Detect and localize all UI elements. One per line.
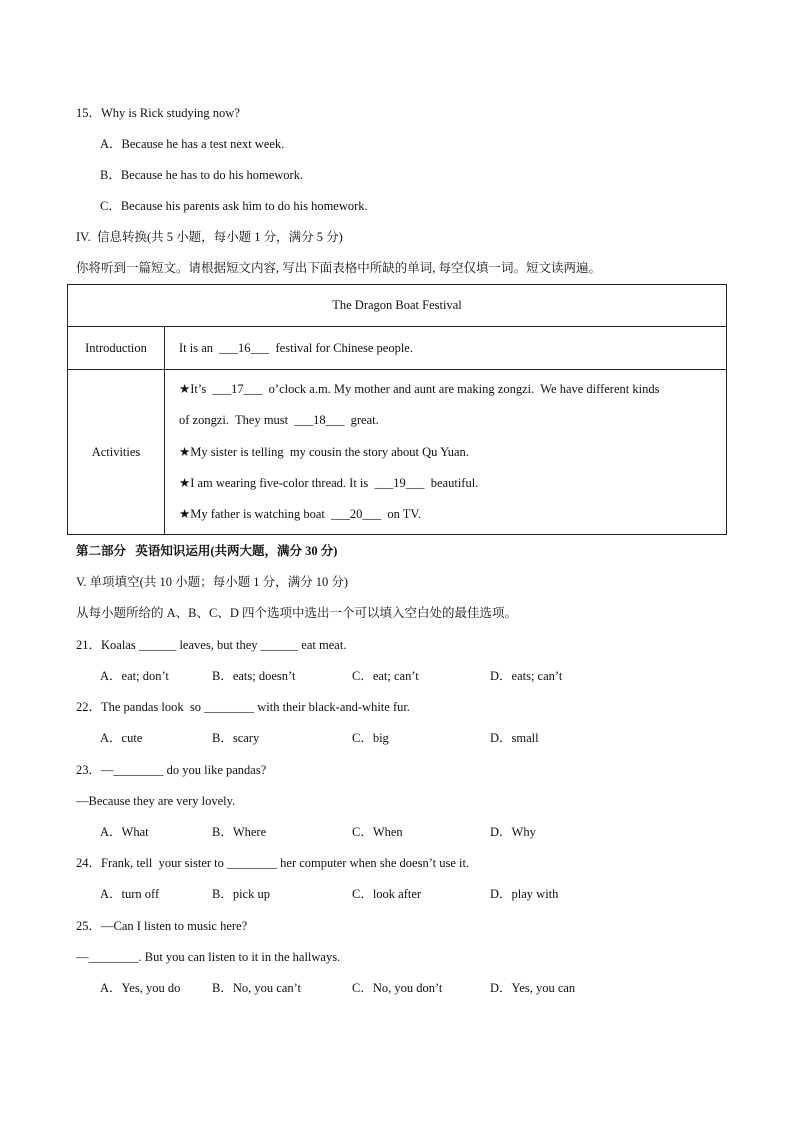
activity-line-3: ★My sister is telling my cousin the story about Qu Yuan. [179,444,469,459]
section-5-heading: V. 单项填空(共 10 小题；每小题 1 分，满分 10 分) [76,575,348,589]
question-23-option-c: C．When [352,825,403,839]
question-24-option-b: B．pick up [212,887,270,901]
question-25-option-b: B．No, you can’t [212,981,301,995]
question-24-option-c: C．look after [352,887,422,901]
question-23-stem: 23．—________ do you like pandas? [76,763,267,777]
question-25-stem: 25．—Can I listen to music here? [76,919,248,933]
question-15-option-c: C．Because his parents ask him to do his homework. [100,199,368,213]
question-22-option-c: C．big [352,731,389,745]
section-5-instruction: 从每小题所给的 A、B、C、D 四个选项中选出一个可以填入空白处的最佳选项。 [76,606,517,620]
table-title: The Dragon Boat Festival [68,285,727,327]
question-22-stem: 22．The pandas look so ________ with their black-and-white fur. [76,700,410,714]
question-25-option-a: A．Yes, you do [100,981,181,995]
question-21-option-b: B．eats; doesn’t [212,669,296,683]
activity-line-4: ★I am wearing five-color thread. It is ___19___ beautiful. [179,475,479,490]
question-15-stem: 15．Why is Rick studying now? [76,106,240,120]
question-23-option-d: D．Why [490,825,536,839]
question-22-option-d: D．small [490,731,539,745]
activity-line-1: ★It’s ___17___ o’clock a.m. My mother and aunt are making zongzi. We have different kinds [179,382,660,396]
question-25-option-d: D．Yes, you can [490,981,576,995]
question-24-option-a: A．turn off [100,887,160,901]
question-21-option-d: D．eats; can’t [490,669,563,683]
intro-text: It is an ___16___ festival for Chinese people. [165,327,727,370]
intro-label: Introduction [68,327,165,370]
activities-label: Activities [68,370,165,535]
question-23-option-a: A．What [100,825,149,839]
activities-cell [165,370,727,535]
question-25-answer-line: —________. But you can listen to it in the hallways. [76,950,341,964]
section-4-heading: IV. 信息转换(共 5 小题，每小题 1 分，满分 5 分) [76,230,343,244]
question-15-option-a: A．Because he has a test next week. [100,137,285,151]
question-21-option-c: C．eat; can’t [352,669,419,683]
question-21-stem: 21．Koalas ______ leaves, but they ______ eat meat. [76,638,347,652]
activity-line-2: of zongzi. They must ___18___ great. [179,413,379,428]
question-15-option-b: B．Because he has to do his homework. [100,168,304,182]
question-24-stem: 24．Frank, tell your sister to ________ her computer when she doesn’t use it. [76,856,470,870]
question-22-option-a: A．cute [100,731,143,745]
section-4-instruction: 你将听到一篇短文。请根据短文内容, 写出下面表格中所缺的单词, 每空仅填一词。短文读两遍。 [76,261,602,275]
question-25-option-c: C．No, you don’t [352,981,443,995]
question-21-option-a: A．eat; don’t [100,669,169,683]
dragon-boat-table [67,284,727,535]
question-23-answer-line: —Because they are very lovely. [76,794,236,808]
part-2-heading: 第二部分 英语知识运用(共两大题，满分 30 分) [76,544,338,558]
question-22-option-b: B．scary [212,731,260,745]
question-23-option-b: B．Where [212,825,267,839]
activity-line-5: ★My father is watching boat ___20___ on TV. [179,507,421,522]
question-24-option-d: D．play with [490,887,559,901]
